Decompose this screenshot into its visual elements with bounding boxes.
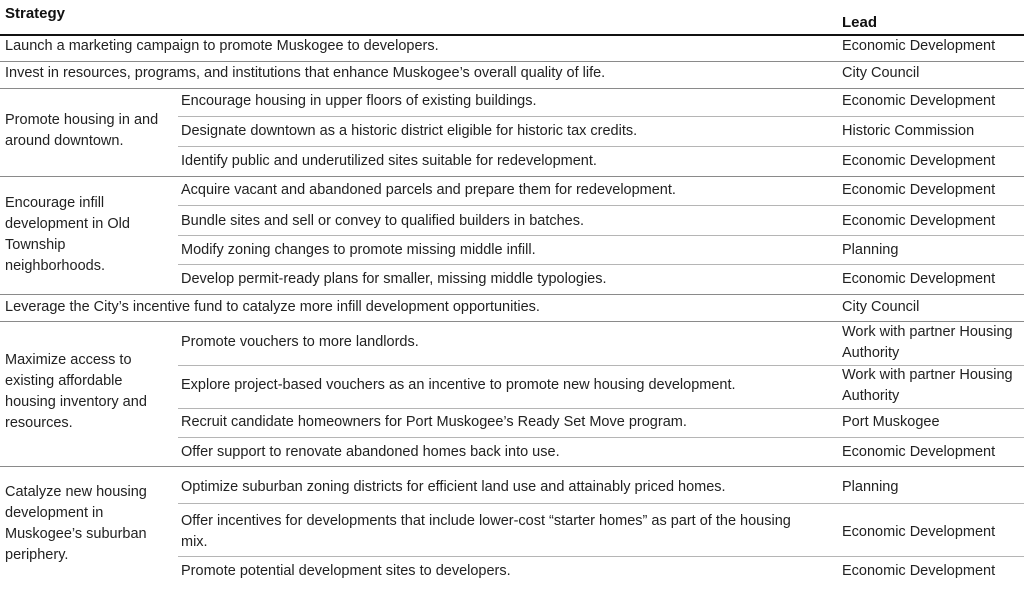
action-text: Recruit candidate homeowners for Port Muskogee’s Ready Set Move program. xyxy=(181,414,687,430)
row-divider xyxy=(0,88,1024,89)
lead-text: Economic Development xyxy=(842,271,996,287)
lead-text: Economic Development xyxy=(842,524,996,540)
sub-row-divider xyxy=(178,235,1024,236)
lead-text: Economic Development xyxy=(842,563,996,579)
lead-text: Port Muskogee xyxy=(842,414,940,430)
row-divider xyxy=(0,176,1024,177)
strategy-text: Leverage the City’s incentive fund to catalyze more infill development opportunities. xyxy=(5,299,540,315)
action-text: Offer incentives for developments that include lower-cost “starter homes” as part of the housing mix. xyxy=(181,513,791,550)
action-text: Designate downtown as a historic district eligible for historic tax credits. xyxy=(181,123,638,139)
action-text: Bundle sites and sell or convey to qualified builders in batches. xyxy=(181,213,585,229)
sub-row-divider xyxy=(178,556,1024,557)
sub-row-divider xyxy=(178,503,1024,504)
action-text: Explore project-based vouchers as an incentive to promote new housing development. xyxy=(181,377,736,393)
sub-row-divider xyxy=(178,264,1024,265)
lead-text: City Council xyxy=(842,299,920,315)
sub-row-divider xyxy=(178,205,1024,206)
strategy-text: Launch a marketing campaign to promote Muskogee to developers. xyxy=(5,38,439,54)
action-text: Modify zoning changes to promote missing middle infill. xyxy=(181,242,536,258)
action-text: Promote vouchers to more landlords. xyxy=(181,334,419,350)
sub-row-divider xyxy=(178,116,1024,117)
lead-text: Economic Development xyxy=(842,444,996,460)
row-divider xyxy=(0,294,1024,295)
action-text: Offer support to renovate abandoned homes back into use. xyxy=(181,444,560,460)
action-text: Promote potential development sites to developers. xyxy=(181,563,511,579)
lead-text: Economic Development xyxy=(842,213,996,229)
action-text: Identify public and underutilized sites suitable for redevelopment. xyxy=(181,153,597,169)
sub-row-divider xyxy=(178,146,1024,147)
group-strategy-text: Promote housing in and around downtown. xyxy=(5,112,159,149)
strategy-text: Invest in resources, programs, and institutions that enhance Muskogee’s overall quality of life. xyxy=(5,65,606,81)
action-text: Encourage housing in upper floors of existing buildings. xyxy=(181,93,537,109)
group-strategy-text: Maximize access to existing affordable housing inventory and resources. xyxy=(5,352,147,431)
action-text: Optimize suburban zoning districts for efficient land use and attainably priced homes. xyxy=(181,479,726,495)
row-divider xyxy=(0,61,1024,62)
action-text: Develop permit-ready plans for smaller, missing middle typologies. xyxy=(181,271,607,287)
lead-text: Historic Commission xyxy=(842,123,975,139)
strategy-column-header: Strategy xyxy=(5,5,66,22)
lead-text: Work with partner Housing Authority xyxy=(842,324,1013,361)
sub-row-divider xyxy=(178,408,1024,409)
group-strategy-text: Encourage infill development in Old Township neighborhoods. xyxy=(5,195,130,274)
lead-text: Economic Development xyxy=(842,182,996,198)
lead-text: Economic Development xyxy=(842,38,996,54)
lead-text: Planning xyxy=(842,242,899,258)
lead-text: Planning xyxy=(842,479,899,495)
lead-text: Economic Development xyxy=(842,93,996,109)
row-divider xyxy=(0,466,1024,467)
lead-text: Economic Development xyxy=(842,153,996,169)
action-text: Acquire vacant and abandoned parcels and prepare them for redevelopment. xyxy=(181,182,676,198)
lead-text: Work with partner Housing Authority xyxy=(842,367,1013,404)
sub-row-divider xyxy=(178,437,1024,438)
lead-column-header: Lead xyxy=(842,14,878,31)
group-strategy-text: Catalyze new housing development in Muskogee’s suburban periphery. xyxy=(5,484,147,563)
lead-text: City Council xyxy=(842,65,920,81)
